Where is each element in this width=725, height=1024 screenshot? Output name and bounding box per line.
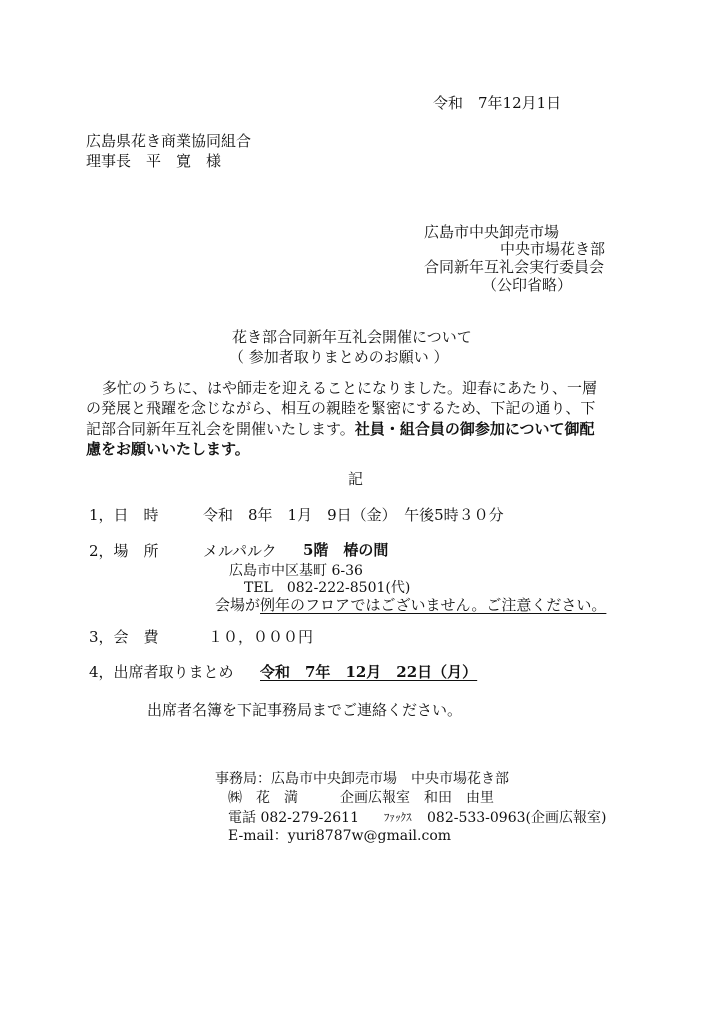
seal-omitted: （公印省略） xyxy=(482,276,573,294)
body-line-1: 多忙のうちに、はや師走を迎えることになりました。迎春にあたり、一層 xyxy=(102,379,598,397)
document-title: 花き部合同新年互礼会開催について xyxy=(232,328,472,346)
body-line-3-text: 記部合同新年互礼会を開催いたします。 xyxy=(86,420,355,438)
office-tel: 電話 082-279-2611 xyxy=(228,810,359,826)
item-place-venue: メルパルク xyxy=(203,542,277,560)
item-place-note-warning: 例年のフロアではございません。ご注意ください。 xyxy=(260,596,607,614)
item-deadline-label: 4，出席者取りまとめ xyxy=(89,663,234,681)
ki-heading: 記 xyxy=(348,470,364,488)
item-fee-value: １０，０００円 xyxy=(208,628,314,646)
item-place-note xyxy=(215,594,606,615)
item-place-tel: TEL 082-222-8501(代) xyxy=(244,580,411,596)
recipient-name: 理事長 平 寛 様 xyxy=(86,152,222,170)
office-fax-label: ﾌｧｯｸｽ xyxy=(384,811,412,824)
item-date-value: 令和 8年 1月 9日（金） 午後5時３０分 xyxy=(203,506,504,524)
item-place-label: 2，場 所 xyxy=(89,542,159,560)
item-deadline-value: 令和 7年 12月 22日（月） xyxy=(260,663,478,681)
sender-line-3: 合同新年互礼会実行委員会 xyxy=(424,258,605,276)
request-text: 出席者名簿を下記事務局までご連絡ください。 xyxy=(147,701,463,719)
office-company: ㈱ 花 満 xyxy=(228,790,298,806)
body-line-3 xyxy=(86,418,595,439)
document-subtitle: （ 参加者取りまとめのお願い ） xyxy=(229,348,449,366)
sender-line-1: 広島市中央卸売市場 xyxy=(424,223,560,241)
sender-line-2: 中央市場花き部 xyxy=(500,240,606,258)
office-department: 企画広報室 和田 由里 xyxy=(340,790,494,806)
issue-date: 令和 7年12月1日 xyxy=(433,94,562,112)
body-emphasis-1: 社員・組合員の御参加について御配 xyxy=(354,420,595,438)
item-fee-label: 3，会 費 xyxy=(89,628,159,646)
item-place-room: 5階 椿の間 xyxy=(303,541,389,559)
office-fax: 082-533-0963(企画広報室) xyxy=(427,810,607,826)
office-email[interactable]: E-mail：yuri8787w@gmail.com xyxy=(228,828,452,844)
recipient-org: 広島県花き商業協同組合 xyxy=(86,132,252,150)
item-place-note-prefix: 会場が xyxy=(215,596,261,614)
item-date-label: 1，日 時 xyxy=(89,506,159,524)
item-place-address: 広島市中区基町 6-36 xyxy=(229,563,363,579)
office-line-1: 事務局：広島市中央卸売市場 中央市場花き部 xyxy=(215,771,509,787)
body-line-2: の発展と飛躍を念じながら、相互の親睦を緊密にするため、下記の通り、下 xyxy=(86,399,596,417)
body-emphasis-2: 慮をお願いいたします。 xyxy=(86,440,250,458)
